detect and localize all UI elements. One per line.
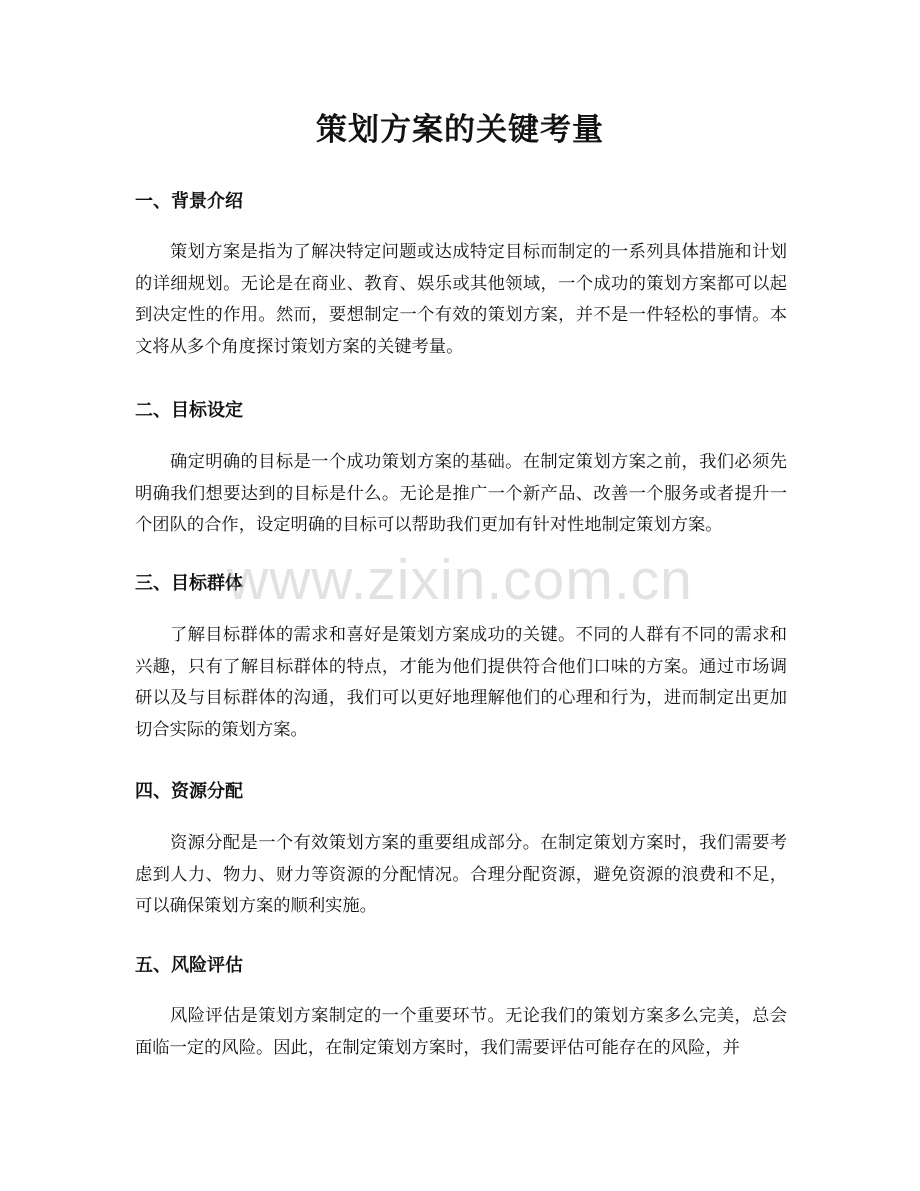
section-paragraph-goal-setting: 确定明确的目标是一个成功策划方案的基础。在制定策划方案之前，我们必须先明确我们想要达到的目标是什么。无论是推广一个新产品、改善一个服务或者提升一个团队的合作，设定明确的目标可以帮助我们更加有针对性地制定策划方案。	[135, 452, 787, 535]
section-heading-risk-assessment: 五、风险评估	[135, 955, 243, 976]
section-paragraph-background: 策划方案是指为了解决特定问题或达成特定目标而制定的一系列具体措施和计划的详细规划。无论是在商业、教育、娱乐或其他领域，一个成功的策划方案都可以起到决定性的作用。然而，要想制定一个有效的策划方案，并不是一件轻松的事情。本文将从多个角度探讨策划方案的关键考量。	[135, 242, 787, 357]
section-heading-resource-allocation: 四、资源分配	[135, 781, 243, 802]
section-paragraph-target-group: 了解目标群体的需求和喜好是策划方案成功的关键。不同的人群有不同的需求和兴趣，只有了解目标群体的特点，才能为他们提供符合他们口味的方案。通过市场调研以及与目标群体的沟通，我们可以更好地理解他们的心理和行为，进而制定出更加切合实际的策划方案。	[135, 625, 787, 740]
section-heading-background: 一、背景介绍	[135, 191, 243, 212]
section-heading-target-group: 三、目标群体	[135, 573, 243, 594]
section-heading-goal-setting: 二、目标设定	[135, 400, 243, 421]
section-paragraph-resource-allocation: 资源分配是一个有效策划方案的重要组成部分。在制定策划方案时，我们需要考虑到人力、物力、财力等资源的分配情况。合理分配资源，避免资源的浪费和不足，可以确保策划方案的顺利实施。	[135, 833, 787, 916]
watermark: www.zixin.com.cn	[227, 548, 693, 612]
section-paragraph-risk-assessment: 风险评估是策划方案制定的一个重要环节。无论我们的策划方案多么完美，总会面临一定的风险。因此，在制定策划方案时，我们需要评估可能存在的风险，并	[135, 1006, 787, 1058]
document-title: 策划方案的关键考量	[316, 112, 604, 148]
